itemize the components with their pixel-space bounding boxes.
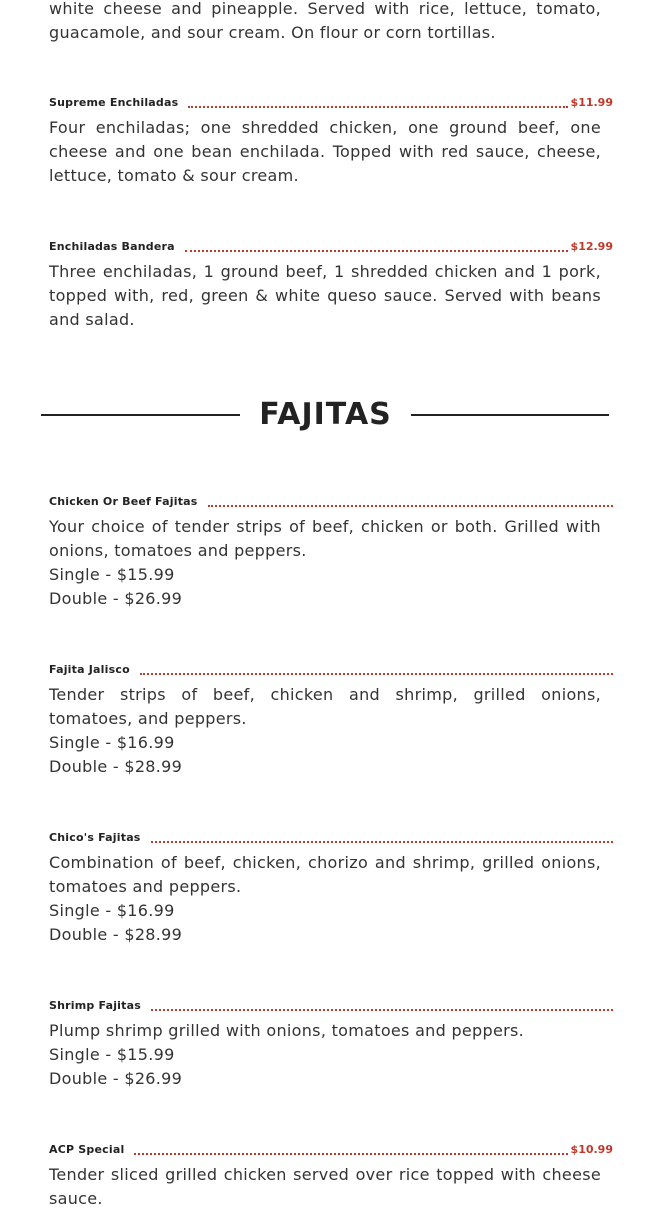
section-heading	[41, 394, 609, 438]
dotted-leader	[151, 841, 613, 843]
item-description: Tender strips of beef, chicken and shrimp, grilled onions, tomatoes, and peppers.	[49, 685, 601, 728]
single-price: Single - $16.99	[49, 901, 175, 920]
menu-item-name: Chico's Fajitas	[49, 831, 141, 844]
item-description: Tender sliced grilled chicken served over rice topped with cheese sauce.	[49, 1165, 601, 1208]
double-price: Double - $26.99	[49, 589, 183, 608]
item-description: Four enchiladas; one shredded chicken, one ground beef, one cheese and one bean enchilada. Topped with red sauce, cheese, lettuce, tomato & sour cream.	[49, 118, 601, 185]
item-description: Your choice of tender strips of beef, chicken or both. Grilled with onions, tomatoes and peppers.	[49, 517, 601, 560]
menu-item-name: ACP Special	[49, 1143, 125, 1156]
menu-item-header	[49, 829, 613, 845]
heading-rule-left	[41, 414, 240, 416]
double-price: Double - $28.99	[49, 925, 183, 944]
double-price: Double - $26.99	[49, 1069, 183, 1088]
dotted-leader	[185, 250, 568, 252]
single-price: Single - $15.99	[49, 1045, 175, 1064]
item-description: Plump shrimp grilled with onions, tomatoes and peppers.	[49, 1021, 525, 1040]
menu-item-header	[49, 1141, 613, 1157]
single-price: Single - $16.99	[49, 733, 175, 752]
menu-item-name: Enchiladas Bandera	[49, 240, 175, 253]
menu-item-price: $11.99	[570, 96, 613, 109]
menu-item-name: Shrimp Fajitas	[49, 999, 141, 1012]
menu-item-name: Supreme Enchiladas	[49, 96, 179, 109]
item-description: Three enchiladas, 1 ground beef, 1 shredded chicken and 1 pork, topped with, red, green & white queso sauce. Served with beans and salad.	[49, 262, 601, 329]
heading-rule-right	[411, 414, 609, 416]
menu-item-header	[49, 238, 613, 254]
menu-item-header	[49, 493, 613, 509]
menu-item-price: $10.99	[570, 1143, 613, 1156]
dotted-leader	[134, 1153, 567, 1155]
double-price: Double - $28.99	[49, 757, 183, 776]
single-price: Single - $15.99	[49, 565, 175, 584]
menu-item-name: Fajita Jalisco	[49, 663, 130, 676]
menu-item-price: $12.99	[570, 240, 613, 253]
dotted-leader	[140, 673, 613, 675]
menu-item-header	[49, 94, 613, 110]
item-description: Combination of beef, chicken, chorizo and shrimp, grilled onions, tomatoes and peppers.	[49, 853, 601, 896]
section-title: FAJITAS	[259, 397, 392, 432]
menu-item-header	[49, 997, 613, 1013]
dotted-leader	[188, 106, 567, 108]
dotted-leader	[208, 505, 613, 507]
menu-item-name: Chicken Or Beef Fajitas	[49, 495, 198, 508]
menu-item-header	[49, 661, 613, 677]
item-description: white cheese and pineapple. Served with rice, lettuce, tomato, guacamole, and sour cream. On flour or corn tortillas.	[49, 0, 601, 42]
dotted-leader	[151, 1009, 613, 1011]
